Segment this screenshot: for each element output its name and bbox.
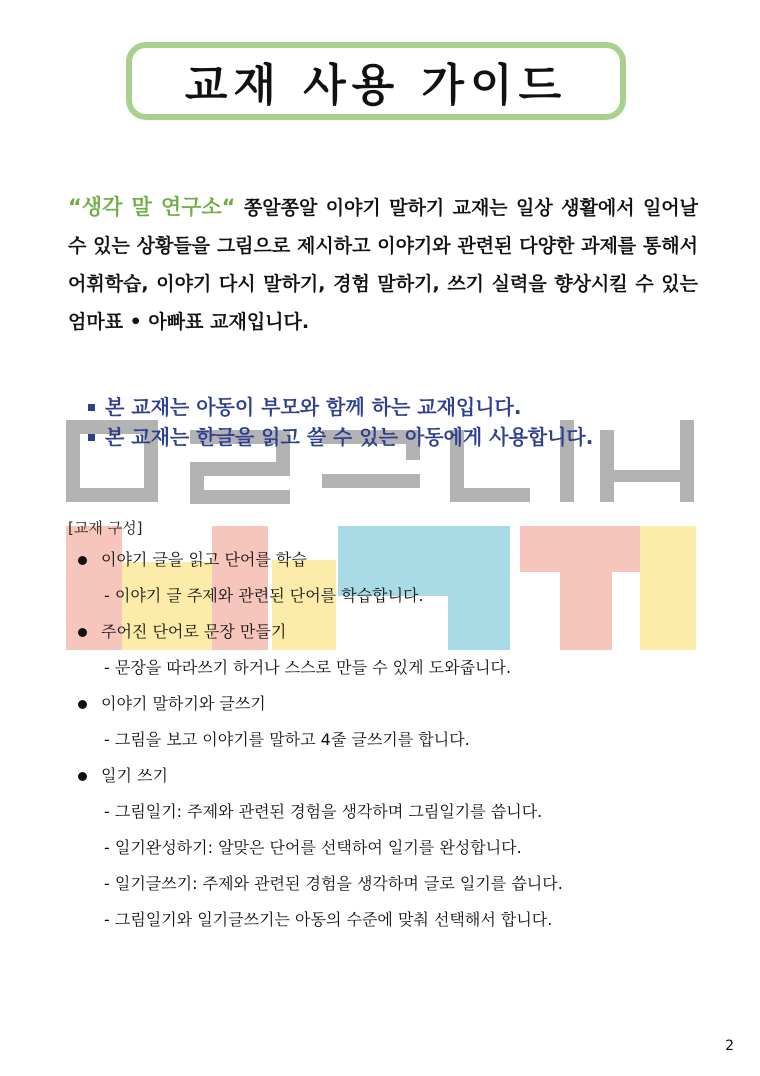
- note-item: [88, 422, 593, 452]
- square-bullet-icon: [88, 404, 95, 411]
- list-item-detail: - 이야기 글 주제와 관련된 단어를 학습합니다.: [104, 586, 424, 605]
- list-item-title: 이야기 말하기와 글쓰기: [101, 694, 266, 713]
- bullet-dot-icon: [78, 628, 87, 637]
- notes-list: [88, 392, 593, 452]
- intro-quote-title: “생각 말 연구소“: [68, 195, 236, 219]
- list-item: [68, 758, 708, 794]
- list-item-detail: - 일기완성하기: 알맞은 단어를 선택하여 일기를 완성합니다.: [104, 838, 522, 857]
- bullet-dot-icon: [78, 700, 87, 709]
- list-item-detail: - 문장을 따라쓰기 하거나 스스로 만들 수 있게 도와줍니다.: [104, 658, 512, 677]
- list-item-title: 이야기 글을 읽고 단어를 학습: [101, 550, 307, 569]
- page-number: 2: [725, 1038, 734, 1054]
- list-item: [68, 614, 708, 650]
- list-item-detail: - 그림일기와 일기글쓰기는 아동의 수준에 맞춰 선택해서 합니다.: [104, 910, 553, 929]
- list-item-title: 주어진 단어로 문장 만들기: [101, 622, 287, 641]
- list-item-detail: - 그림을 보고 이야기를 말하고 4줄 글쓰기를 합니다.: [104, 730, 470, 749]
- list-item-title: 일기 쓰기: [101, 766, 168, 785]
- bullet-dot-icon: [78, 772, 87, 781]
- section-label: [교재 구성]: [68, 519, 143, 537]
- title-box: [126, 42, 626, 120]
- list-item-detail: - 일기글쓰기: 주제와 관련된 경험을 생각하며 글로 일기를 씁니다.: [104, 874, 563, 893]
- intro-paragraph: [68, 188, 698, 341]
- composition-section: [68, 514, 708, 938]
- note-item: [88, 392, 593, 422]
- list-item: [68, 686, 708, 722]
- bullet-dot-icon: [78, 556, 87, 565]
- note-text: 본 교재는 아동이 부모와 함께 하는 교재입니다.: [105, 395, 522, 419]
- list-item: [68, 542, 708, 578]
- note-text: 본 교재는 한글을 읽고 쓸 수 있는 아동에게 사용합니다.: [105, 425, 594, 449]
- intro-text: 쫑알쫑알 이야기 말하기 교재는 일상 생활에서 일어날 수 있는 상황들을 그림으로 제시하고 이야기와 관련된 다양한 과제를 통해서 어휘학습, 이야기 다시 말하기, 경험 말하기, 쓰기 실력을 향상시킬 수 있는 엄마표 • 아빠표 교재입니다.: [68, 197, 699, 333]
- square-bullet-icon: [88, 434, 95, 441]
- page-title: 교재 사용 가이드: [184, 60, 568, 111]
- list-item-detail: - 그림일기: 주제와 관련된 경험을 생각하며 그림일기를 씁니다.: [104, 802, 543, 821]
